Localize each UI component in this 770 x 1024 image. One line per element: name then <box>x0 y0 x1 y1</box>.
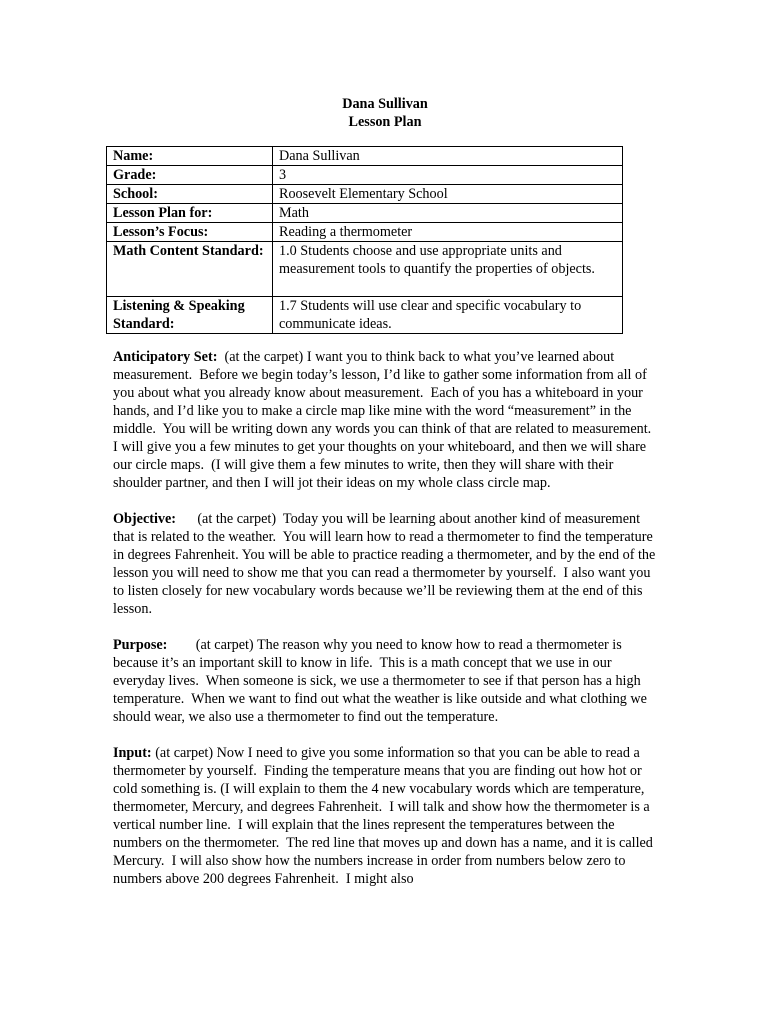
purpose-text: (at carpet) The reason why you need to know how to read a thermometer is because it’s an important skill to know in life. This is a math concept that we use in our everyday lives. When someone is sick, we use a thermometer to see if that person has a high temperature. When we want to find out what the weather is like outside and what clothing we should wear, we also use a thermometer to find out the temperature. <box>113 637 651 725</box>
row-label: Grade: <box>107 166 273 185</box>
table-row <box>107 297 623 334</box>
anticipatory-set-text: (at the carpet) I want you to think back to what you’ve learned about measurement. Before we begin today’s lesson, I’d like to gather some information from all of you about what you already know about measurement. Each of you has a whiteboard in your hands, and I’d like you to make a circle map like mine with the word “measurement” in the middle. You will be writing down any words you can think of that are related to measurement. I will give you a few minutes to get your thoughts on your whiteboard, and then we will share our circle maps. (I will give them a few minutes to write, then they will share with their shoulder partner, and then I will jot their ideas on my whole class circle map. <box>113 349 659 491</box>
purpose-paragraph <box>113 636 658 726</box>
row-label: Math Content Standard: <box>107 242 273 297</box>
table-row <box>107 242 623 297</box>
row-value: Roosevelt Elementary School <box>273 185 623 204</box>
anticipatory-set-label: Anticipatory Set: <box>113 349 218 365</box>
objective-label: Objective: <box>113 511 177 527</box>
lesson-sections <box>113 348 658 906</box>
row-value: 1.0 Students choose and use appropriate units and measurement tools to quantify the properties of objects. <box>273 242 623 297</box>
purpose-label: Purpose: <box>113 637 168 653</box>
lesson-info-table <box>106 146 623 334</box>
row-label: Name: <box>107 147 273 166</box>
table-row <box>107 204 623 223</box>
input-paragraph <box>113 744 658 888</box>
objective-paragraph <box>113 510 658 618</box>
row-value: Math <box>273 204 623 223</box>
table-row <box>107 147 623 166</box>
row-value: Reading a thermometer <box>273 223 623 242</box>
document-title: Lesson Plan <box>348 114 422 130</box>
row-label: Lesson’s Focus: <box>107 223 273 242</box>
row-label: Listening & Speaking Standard: <box>107 297 273 334</box>
objective-text: (at the carpet) Today you will be learning about another kind of measurement that is related to the weather. You will learn how to read a thermometer to find the temperature in degrees Fahrenheit. You will be able to practice reading a thermometer, and by the end of the lesson you will need to show me that you can read a thermometer by yourself. I also want you to listen closely for new vocabulary words because we’ll be reviewing them at the end of this lesson. <box>113 511 659 617</box>
author-name: Dana Sullivan <box>342 96 428 112</box>
anticipatory-set-paragraph <box>113 348 658 492</box>
row-value: 3 <box>273 166 623 185</box>
input-label: Input: <box>113 745 152 761</box>
table-row <box>107 223 623 242</box>
table-row <box>107 166 623 185</box>
row-value: Dana Sullivan <box>273 147 623 166</box>
document-header <box>0 95 770 131</box>
row-label: Lesson Plan for: <box>107 204 273 223</box>
table-row <box>107 185 623 204</box>
input-text: (at carpet) Now I need to give you some information so that you can be able to read a thermometer by yourself. Finding the temperature means that you are finding out how hot or cold something is. (I will explain to them the 4 new vocabulary words which are temperature, thermometer, Mercury, and degrees Fahrenheit. I will talk and show how the thermometer is a vertical number line. I will explain that the lines represent the temperatures between the numbers on the thermometer. The red line that moves up and down has a name, and it is called Mercury. I will also show how the numbers increase in order from numbers below zero to numbers above 200 degrees Fahrenheit. I might also <box>113 745 657 887</box>
row-label: School: <box>107 185 273 204</box>
row-value: 1.7 Students will use clear and specific vocabulary to communicate ideas. <box>273 297 623 334</box>
